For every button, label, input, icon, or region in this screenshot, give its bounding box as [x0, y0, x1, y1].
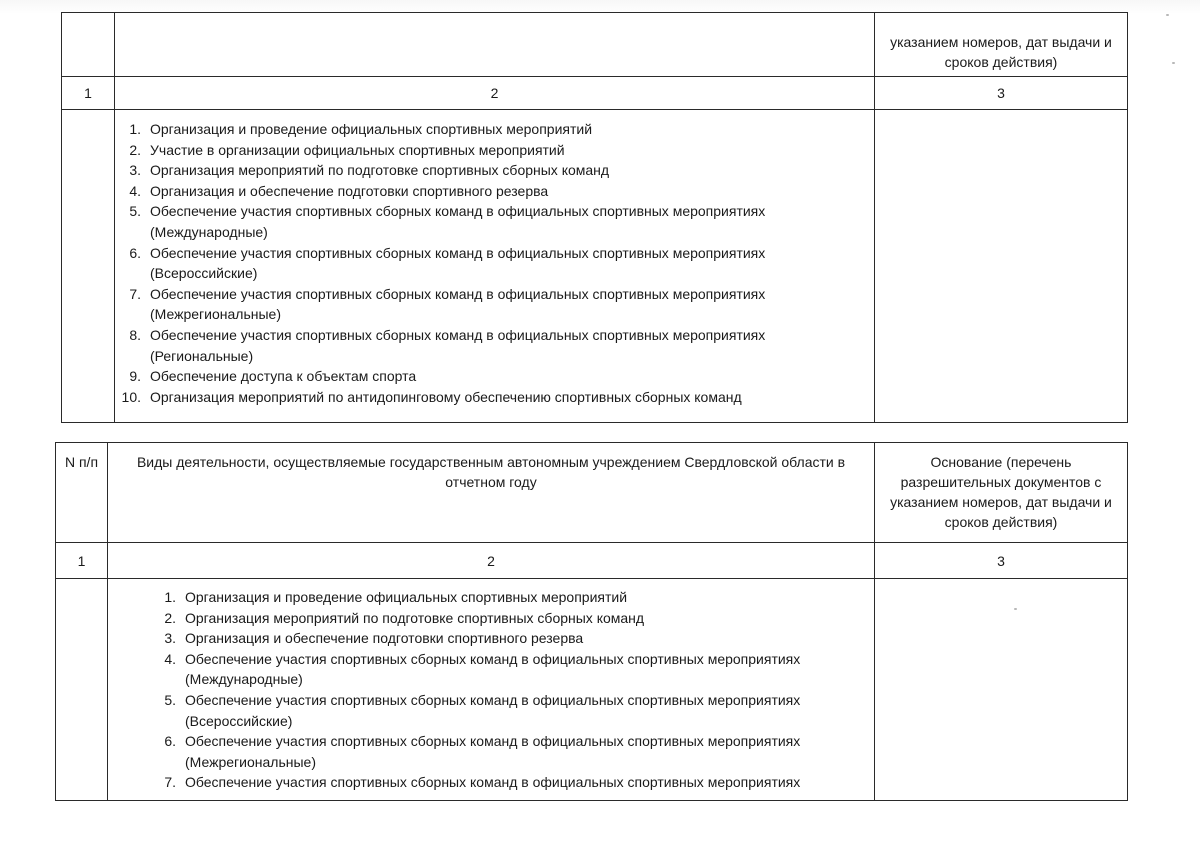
list-item: [121, 325, 870, 366]
scan-speck: [1014, 608, 1017, 610]
list-item-text: Обеспечение участия спортивных сборных команд в официальных спортивных мероприятиях (Межрегиональные): [150, 285, 766, 323]
list-item-text: Организация и обеспечение подготовки спортивного резерва: [150, 182, 549, 199]
column-number-2: 2: [115, 77, 875, 110]
list-item: [121, 284, 870, 325]
activities-cell: [115, 110, 875, 423]
list-item: [121, 160, 870, 181]
activities-list: [162, 587, 870, 793]
scan-speck: [1166, 14, 1169, 16]
list-item-number: 7.: [129, 285, 141, 302]
header-activities-cell: Виды деятельности, осуществляемые государственным автономным учреждением Свердловской области в отчетном году: [108, 443, 875, 543]
list-item-text: Обеспечение участия спортивных сборных команд в официальных спортивных мероприятиях (Всероссийские): [185, 691, 801, 729]
header-basis-cell: Основание (перечень разрешительных документов с указанием номеров, дат выдачи и сроков действия): [875, 443, 1128, 543]
list-item-text: Участие в организации официальных спортивных мероприятий: [150, 141, 565, 158]
header-row: [62, 13, 1128, 77]
list-item-number: 3.: [164, 630, 176, 647]
list-item-text: Организация и проведение официальных спортивных мероприятий: [185, 589, 628, 605]
list-item: [121, 243, 870, 284]
column-number-3: 3: [875, 77, 1128, 110]
list-item: [121, 366, 870, 387]
scan-speck: [1172, 62, 1175, 64]
list-item-number: 5.: [164, 691, 176, 708]
activities-cell: [108, 579, 875, 801]
list-item: [162, 649, 870, 690]
column-number-row: [62, 77, 1128, 110]
list-item-text: Организация мероприятий по антидопинговому обеспечению спортивных сборных команд: [150, 388, 742, 405]
list-item-text: Обеспечение участия спортивных сборных команд в официальных спортивных мероприятиях (Межрегиональные): [185, 733, 801, 770]
list-item-number: 1.: [164, 589, 176, 605]
list-item-number: 2.: [129, 141, 141, 158]
header-basis-cell: указанием номеров, дат выдачи и сроков действия): [875, 13, 1128, 77]
list-item-number: 4.: [129, 182, 141, 199]
column-number-2: 2: [108, 543, 875, 579]
list-item-number: 5.: [129, 203, 141, 220]
list-item-number: 3.: [129, 162, 141, 179]
activities-row: [56, 579, 1128, 801]
list-item-text: Обеспечение участия спортивных сборных команд в официальных спортивных мероприятиях (Международные): [150, 203, 766, 240]
list-item-text: Организация и обеспечение подготовки спортивного резерва: [185, 630, 584, 647]
column-number-1: 1: [56, 543, 108, 579]
list-item: [162, 772, 870, 793]
list-item: [121, 201, 870, 242]
list-item-number: 8.: [129, 326, 141, 343]
header-number-cell: [62, 13, 115, 77]
header-activities-cell: [115, 13, 875, 77]
list-item-number: 4.: [164, 650, 176, 667]
list-item-text: Обеспечение участия спортивных сборных команд в официальных спортивных мероприятиях (Всероссийские): [150, 244, 766, 282]
list-item-text: Организация мероприятий по подготовке спортивных сборных команд: [185, 609, 645, 626]
list-item-number: 6.: [164, 733, 176, 750]
activities-list: [121, 119, 870, 407]
list-item: [121, 140, 870, 161]
basis-cell: [875, 110, 1128, 423]
list-item-number: 7.: [164, 774, 176, 791]
list-item: [162, 608, 870, 629]
activities-row: [62, 110, 1128, 423]
activities-table-2: [55, 442, 1128, 801]
column-number-3: 3: [875, 543, 1128, 579]
row-number-cell: [56, 579, 108, 801]
list-item-text: Обеспечение доступа к объектам спорта: [150, 368, 417, 385]
list-item-number: 10.: [121, 388, 141, 405]
header-number-cell: N п/п: [56, 443, 108, 543]
list-item: [121, 119, 870, 140]
activities-table-1: [61, 12, 1128, 423]
list-item: [121, 181, 870, 202]
row-number-cell: [62, 110, 115, 423]
list-item: [162, 587, 870, 608]
list-item: [162, 731, 870, 772]
header-row: [56, 443, 1128, 543]
list-item: [162, 690, 870, 731]
list-item-text: Обеспечение участия спортивных сборных команд в официальных спортивных мероприятиях: [185, 774, 801, 791]
list-item: [162, 628, 870, 649]
column-number-row: [56, 543, 1128, 579]
list-item-number: 9.: [129, 368, 141, 385]
list-item-text: Организация и проведение официальных спортивных мероприятий: [150, 121, 593, 137]
list-item-text: Обеспечение участия спортивных сборных команд в официальных спортивных мероприятиях (Региональные): [150, 326, 766, 364]
list-item-text: Организация мероприятий по подготовке спортивных сборных команд: [150, 162, 610, 179]
list-item-text: Обеспечение участия спортивных сборных команд в официальных спортивных мероприятиях (Международные): [185, 650, 801, 688]
list-item: [121, 387, 870, 408]
list-item-number: 1.: [129, 121, 141, 137]
basis-cell: [875, 579, 1128, 801]
column-number-1: 1: [62, 77, 115, 110]
list-item-number: 2.: [164, 609, 176, 626]
list-item-number: 6.: [129, 244, 141, 261]
